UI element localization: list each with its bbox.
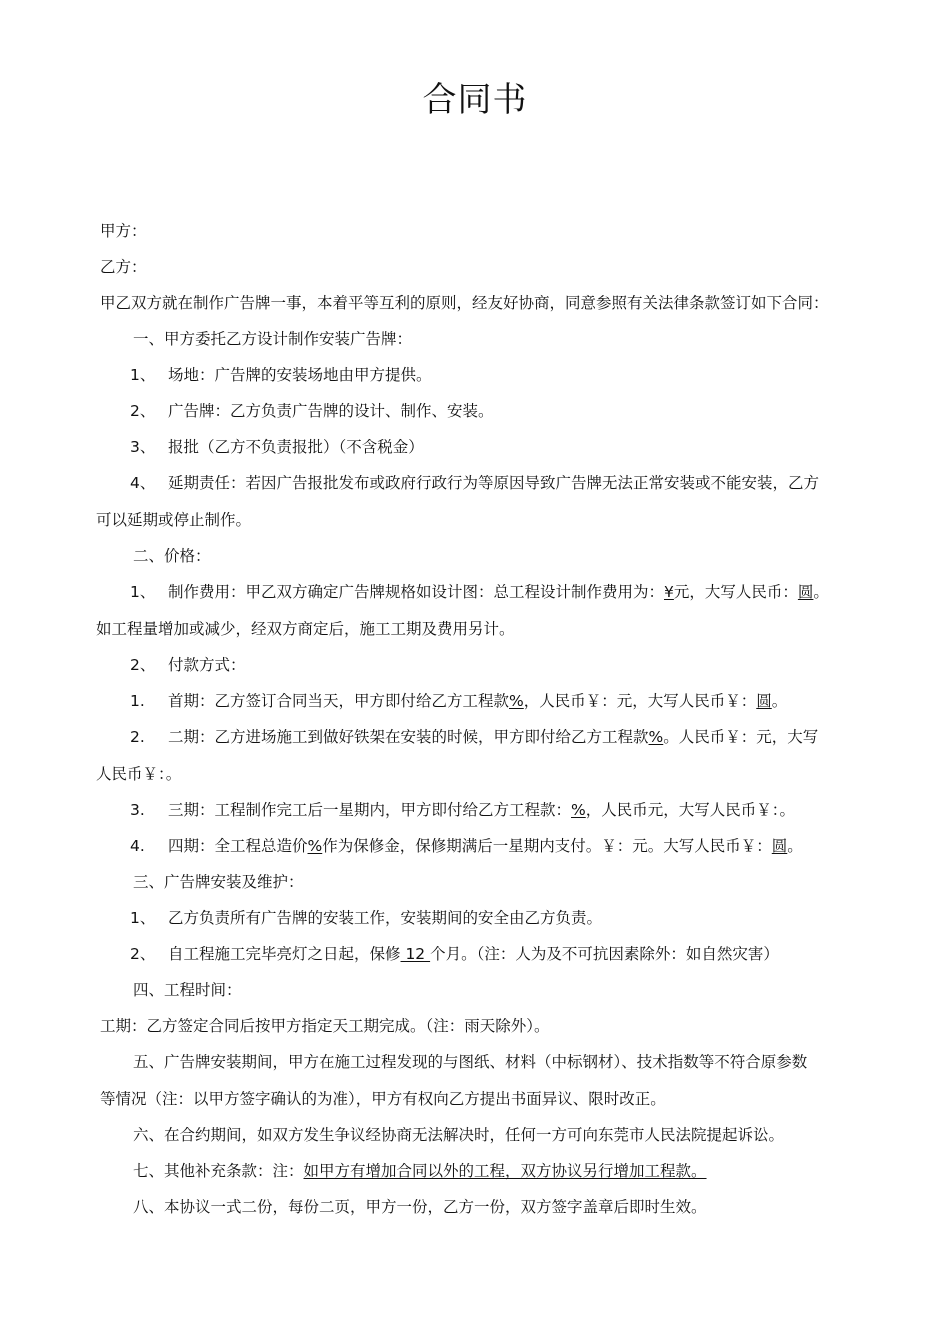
item-number: 1、 (130, 366, 156, 384)
item-text: 场地：广告牌的安装场地由甲方提供。 (168, 366, 432, 384)
phase-text-a: 四期：全工程总造价 (168, 837, 308, 855)
section-1-item-4 (0, 471, 950, 495)
phase-period: 。 (771, 692, 788, 710)
warranty-text-c: 个月。（注：人为及不可抗因素除外：如自然灾害） (430, 945, 779, 963)
section-7-text (133, 1159, 707, 1183)
section-1-item-1 (0, 363, 950, 387)
item-text (168, 580, 829, 604)
payment-phase-1 (0, 689, 950, 713)
phase-text-a: 首期：乙方签订合同当天，甲方即付给乙方工程款 (168, 692, 510, 710)
phase-text (168, 798, 795, 822)
fee-amount-blank: ¥ (664, 583, 674, 601)
item-text: 延期责任：若因广告报批发布或政府行政行为等原因导致广告牌无法正常安装或不能安装，乙方 (168, 474, 820, 492)
phase-text-continued: 人民币￥：。 (96, 765, 182, 783)
item-text: 付款方式： (168, 656, 246, 674)
item-text: 乙方负责所有广告牌的安装工作，安装期间的安全由乙方负责。 (168, 909, 603, 927)
phase-text (168, 689, 787, 713)
fee-period: 。 (813, 583, 829, 601)
percent-blank: % (307, 837, 323, 855)
section-5-text-continued: 等情况（注：以甲方签字确认的为准），甲方有权向乙方提出书面异议、限时改正。 (100, 1090, 666, 1108)
section-7-note: 如甲方有增加合同以外的工程，双方协议另行增加工程款。 (303, 1162, 707, 1180)
phase-text (168, 725, 818, 749)
section-5-line-2 (0, 1087, 950, 1111)
section-4-heading (0, 978, 950, 1002)
payment-phase-4 (0, 834, 950, 858)
party-b-line (0, 255, 950, 279)
phase-number: 1. (130, 692, 145, 710)
section-4-text-line (0, 1014, 950, 1038)
section-8-line (0, 1195, 950, 1219)
percent-blank: % (509, 692, 524, 710)
section-2-item-1 (0, 580, 950, 604)
item-number: 1、 (130, 909, 156, 927)
phase-number: 2. (130, 728, 145, 746)
section-3-item-2 (0, 942, 950, 966)
item-number: 3、 (130, 438, 156, 456)
percent-blank: % (571, 801, 586, 819)
warranty-months-blank: 12 (400, 945, 431, 963)
section-3-heading-text: 三、广告牌安装及维护： (133, 873, 304, 891)
section-2-item-2 (0, 653, 950, 677)
party-a-line (0, 219, 950, 243)
item-number: 2、 (130, 945, 156, 963)
section-5-text: 五、广告牌安装期间，甲方在施工过程发现的与图纸、材料（中标钢材）、技术指数等不符合原参数 (133, 1053, 808, 1071)
payment-phase-2-continued (0, 762, 950, 786)
capital-blank: 圆 (771, 837, 788, 855)
section-6-line (0, 1123, 950, 1147)
item-number: 1、 (130, 583, 156, 601)
item-text: 报批（乙方不负责报批）（不含税金） (168, 438, 424, 456)
section-1-item-4-continued (0, 508, 950, 532)
item-number: 2、 (130, 402, 156, 420)
section-2-item-1-continued (0, 617, 950, 641)
document-title: 合同书 (422, 80, 528, 120)
section-2-heading-text: 二、价格： (133, 547, 211, 565)
payment-phase-3 (0, 798, 950, 822)
phase-text-a: 二期：乙方进场施工到做好铁架在安装的时候，甲方即付给乙方工程款 (168, 728, 649, 746)
item-text (168, 942, 779, 966)
phase-text (168, 834, 803, 858)
section-3-item-1 (0, 906, 950, 930)
section-1-item-2 (0, 399, 950, 423)
party-b-label: 乙方： (100, 258, 147, 276)
item-number: 4、 (130, 474, 156, 492)
section-6-text: 六、在合约期间，如双方发生争议经协商无法解决时，任何一方可向东莞市人民法院提起诉讼。 (133, 1126, 785, 1144)
section-8-text: 八、本协议一式二份，每份二页，甲方一份，乙方一份，双方签字盖章后即时生效。 (133, 1198, 707, 1216)
warranty-text-a: 自工程施工完毕亮灯之日起，保修 (168, 945, 401, 963)
item-text: 广告牌：乙方负责广告牌的设计、制作、安装。 (168, 402, 494, 420)
intro-text: 甲乙双方就在制作广告牌一事，本着平等互利的原则，经友好协商，同意参照有关法律条款签订如下合同： (100, 294, 829, 312)
phase-number: 3. (130, 801, 145, 819)
intro-line (0, 291, 950, 315)
phase-text-c: ，人民币￥：元，大写人民币￥： (523, 692, 757, 710)
fee-text: 制作费用：甲乙双方确定广告牌规格如设计图：总工程设计制作费用为： (168, 583, 665, 601)
item-number: 2、 (130, 656, 156, 674)
fee-capital-blank: 圆 (797, 583, 814, 601)
section-1-item-3 (0, 435, 950, 459)
fee-text-2: 元，大写人民币： (673, 583, 798, 601)
payment-phase-2 (0, 725, 950, 749)
section-7-line (0, 1159, 950, 1183)
section-1-heading-text: 一、甲方委托乙方设计制作安装广告牌： (133, 330, 413, 348)
item-text-continued: 如工程量增加或减少，经双方商定后，施工工期及费用另计。 (96, 620, 515, 638)
phase-number: 4. (130, 837, 145, 855)
phase-text-c: 作为保修金，保修期满后一星期内支付。￥：元。大写人民币￥： (322, 837, 772, 855)
phase-text-a: 三期：工程制作完工后一星期内，甲方即付给乙方工程款： (168, 801, 572, 819)
section-4-heading-text: 四、工程时间： (133, 981, 242, 999)
item-text-continued: 可以延期或停止制作。 (96, 511, 252, 529)
party-a-label: 甲方： (100, 222, 147, 240)
section-4-text: 工期：乙方签定合同后按甲方指定天工期完成。（注：雨天除外）。 (100, 1017, 550, 1035)
capital-blank: 圆 (756, 692, 772, 710)
section-1-heading (0, 327, 950, 351)
section-3-heading (0, 870, 950, 894)
section-7-label: 七、其他补充条款：注： (133, 1162, 304, 1180)
section-5-line-1 (0, 1050, 950, 1074)
percent-blank: % (648, 728, 664, 746)
phase-text-c: ，人民币元，大写人民币￥：。 (585, 801, 796, 819)
phase-text-c: 。人民币￥：元，大写 (663, 728, 819, 746)
phase-period: 。 (787, 837, 803, 855)
section-2-heading (0, 544, 950, 568)
